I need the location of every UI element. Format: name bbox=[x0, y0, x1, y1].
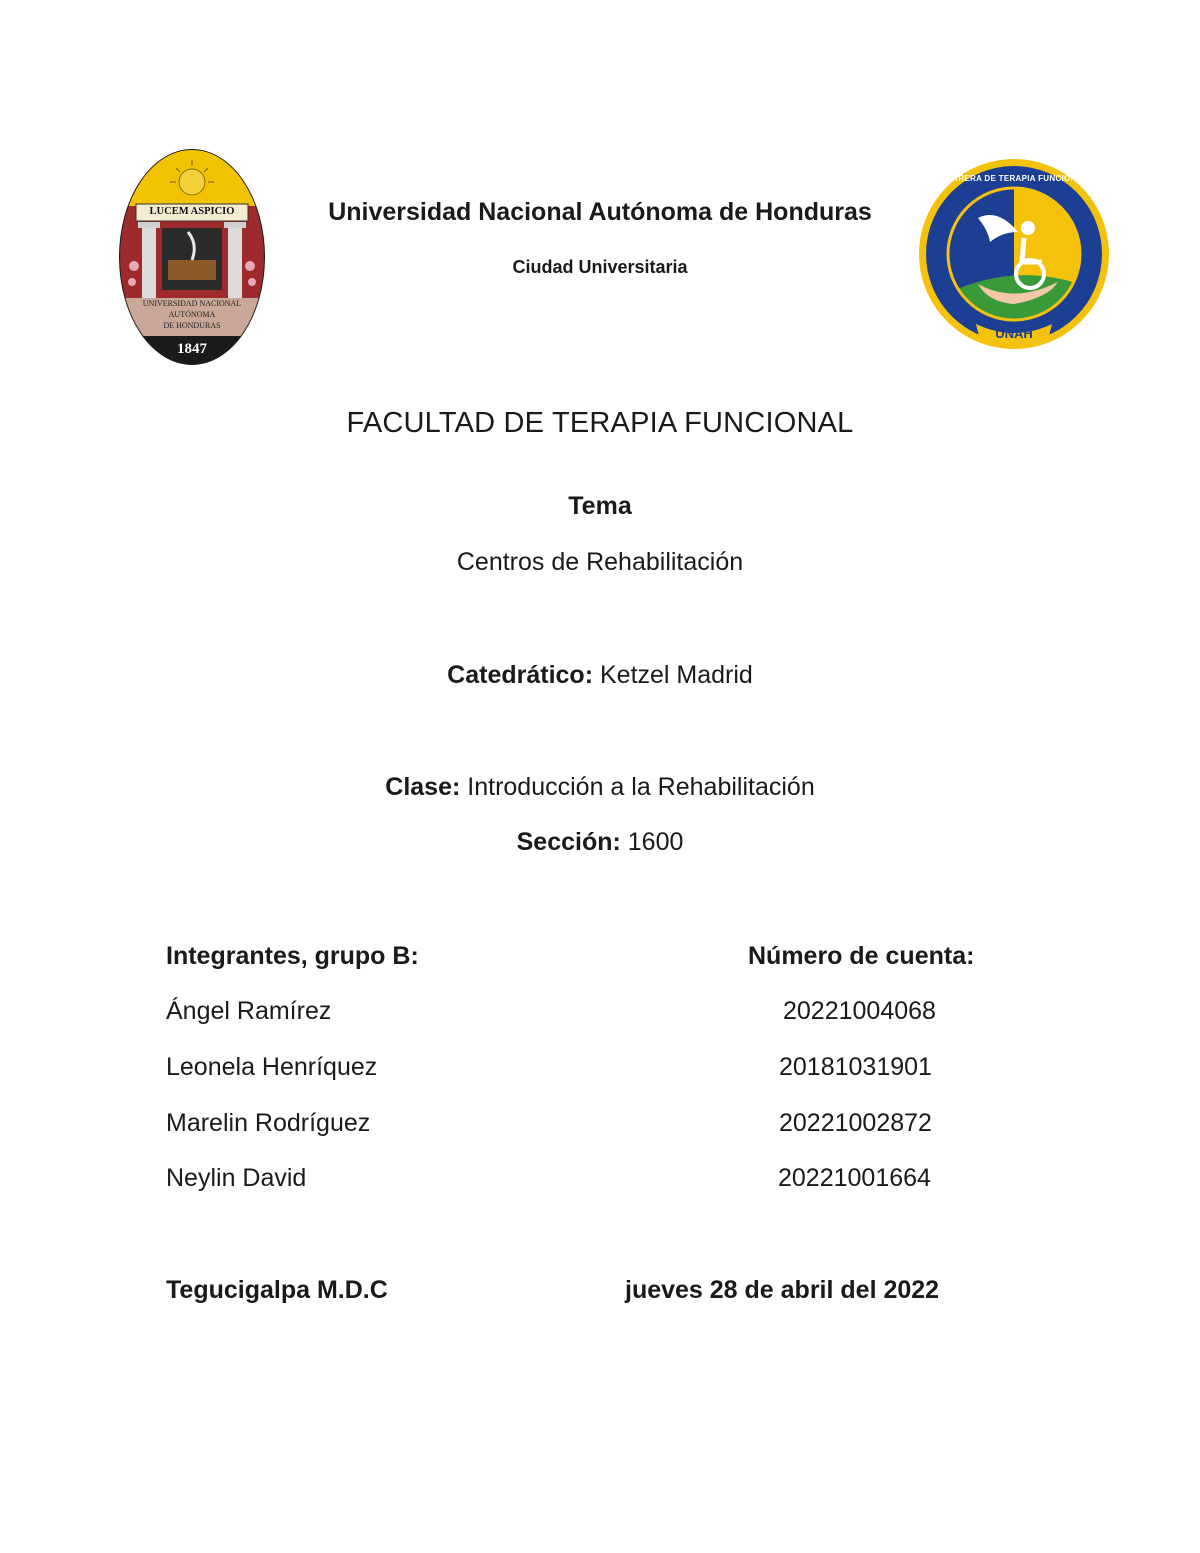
professor-label: Catedrático: bbox=[447, 661, 594, 689]
university-name: Universidad Nacional Autónoma de Honduras bbox=[328, 198, 872, 226]
member-name: Leonela Henríquez bbox=[166, 1053, 378, 1081]
footer-date: jueves 28 de abril del 2022 bbox=[625, 1276, 940, 1304]
members-header-name: Integrantes, grupo B: bbox=[166, 942, 419, 970]
member-name: Ángel Ramírez bbox=[166, 997, 332, 1025]
section-label: Sección: bbox=[516, 828, 621, 856]
member-account: 20221004068 bbox=[783, 997, 936, 1025]
professor-line bbox=[0, 661, 1200, 690]
member-account: 20221002872 bbox=[779, 1109, 932, 1137]
class-label: Clase: bbox=[385, 773, 461, 801]
seal-name-line1: UNIVERSIDAD NACIONAL bbox=[142, 299, 242, 308]
member-name: Neylin David bbox=[166, 1164, 307, 1192]
ring-text: CARRERA DE TERAPIA FUNCIONAL bbox=[940, 174, 1088, 183]
members-header-account: Número de cuenta: bbox=[748, 942, 975, 970]
class-value: Introducción a la Rehabilitación bbox=[467, 773, 815, 801]
member-account: 20221001664 bbox=[778, 1164, 931, 1192]
terapia-funcional-logo bbox=[918, 158, 1110, 350]
seal-name-line3: DE HONDURAS bbox=[163, 321, 221, 330]
faculty-title: FACULTAD DE TERAPIA FUNCIONAL bbox=[346, 407, 854, 439]
unah-banner-text: UNAH bbox=[995, 326, 1033, 341]
topic-value: Centros de Rehabilitación bbox=[456, 548, 744, 576]
campus-name: Ciudad Universitaria bbox=[512, 257, 688, 277]
topic-label: Tema bbox=[568, 492, 632, 520]
seal-name-line2: AUTÓNOMA bbox=[168, 310, 216, 319]
member-account: 20181031901 bbox=[779, 1053, 932, 1081]
footer-place: Tegucigalpa M.D.C bbox=[166, 1276, 388, 1304]
section-value: 1600 bbox=[627, 828, 684, 856]
section-line bbox=[0, 828, 1200, 857]
member-name: Marelin Rodríguez bbox=[166, 1109, 371, 1137]
professor-value: Ketzel Madrid bbox=[599, 661, 753, 689]
class-line bbox=[0, 773, 1200, 802]
seal-year: 1847 bbox=[177, 341, 207, 357]
seal-motto: LUCEM ASPICIO bbox=[149, 206, 235, 217]
